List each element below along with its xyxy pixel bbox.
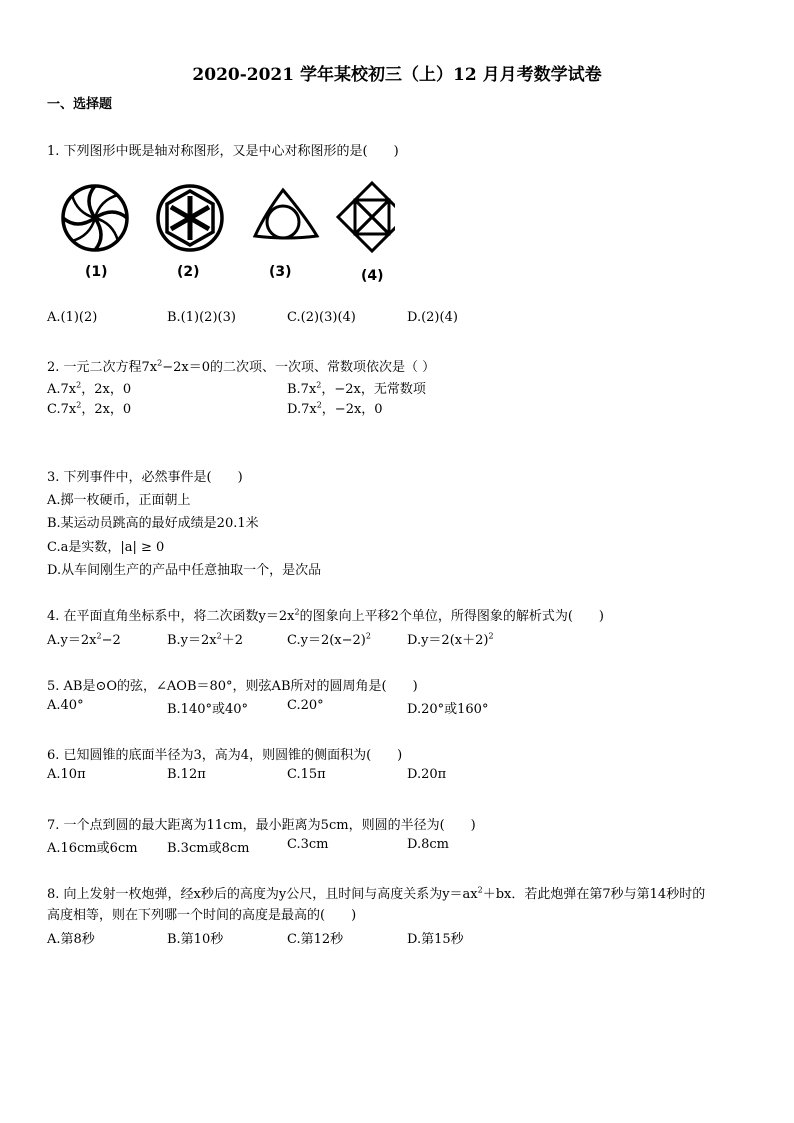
q7-option-a[interactable]: A.16cm或6cm [47,841,138,856]
figure-4-star [338,183,395,251]
question-8-stem-line2: 高度相等，则在下列哪一个时间的高度是最高的( ) [47,908,357,923]
q2-option-b[interactable]: $B.7x^2$，−2x，无常数项 [287,380,426,397]
question-6-stem: 6. 已知圆锥的底面半径为3，高为4，则圆锥的侧面积为( ) [47,748,403,763]
figure-1-pinwheel [63,186,127,250]
q8-option-b[interactable]: B.第10秒 [167,932,224,947]
question-8-stem-line1: 8. 向上发射一枚炮弹，经x秒后的高度为y公尺，且时间与高度关系为$y=ax^2+bx$．若此炮弹在第7秒与第14秒时的 [47,885,706,902]
q6-option-c[interactable]: C.15π [287,767,326,782]
q4-option-b[interactable]: $B.y=2x^2+2$ [167,631,244,648]
question-3-stem: 3. 下列事件中，必然事件是( ) [47,470,243,485]
q7-option-c[interactable]: C.3cm [287,837,329,852]
q4-option-a[interactable]: $A.y=2x^2-2$ [47,631,121,648]
q4-option-d[interactable]: $D.y=2(x+2)^2$ [407,631,494,648]
q5-option-a[interactable]: A.40° [47,698,84,713]
q3-option-b[interactable]: B.某运动员跳高的最好成绩是20.1米 [47,516,259,531]
q8-option-a[interactable]: A.第8秒 [47,932,95,947]
q2-option-c[interactable]: $C.7x^2$，2x，0 [47,400,132,417]
q6-option-a[interactable]: A.10π [47,767,86,782]
q5-option-c[interactable]: C.20° [287,698,324,713]
q5-option-d[interactable]: D.20°或160° [407,702,489,717]
figure-label-1: (1) [85,264,108,280]
q3-option-c[interactable]: C.a是实数，|a| ≥ 0 [47,540,165,555]
question-2-stem: 2. 一元二次方程$7x^2-2x=0$的二次项、一次项、常数项依次是（ ） [47,358,436,375]
figure-label-4: (4) [361,268,384,284]
question-4-stem: 4. 在平面直角坐标系中，将二次函数$y=2x^2$的图象向上平移2个单位，所得图象的解析式为( ) [47,607,604,624]
figure-3-triquetra [255,190,317,238]
q7-option-b[interactable]: B.3cm或8cm [167,841,250,856]
q3-option-d[interactable]: D.从车间刚生产的产品中任意抽取一个，是次品 [47,563,322,578]
q8-option-d[interactable]: D.第15秒 [407,932,464,947]
question-1-figures [55,178,395,293]
page-title: 2020-2021 学年某校初三（上）12 月月考数学试卷 [192,65,602,85]
question-7-stem: 7. 一个点到圆的最大距离为11cm，最小距离为5cm，则圆的半径为( ) [47,818,476,833]
question-5-stem: 5. AB是⊙O的弦，∠AOB＝80°，则弦AB所对的圆周角是( ) [47,679,418,694]
q1-option-d[interactable]: D.(2)(4) [407,310,458,325]
q4-option-c[interactable]: $C.y=2(x-2)^2$ [287,631,371,648]
q6-option-b[interactable]: B.12π [167,767,206,782]
figure-2-hexagram [158,186,222,250]
figure-label-3: (3) [269,264,292,280]
q1-option-a[interactable]: A.(1)(2) [47,310,98,325]
figure-label-2: (2) [177,264,200,280]
q6-option-d[interactable]: D.20π [407,767,447,782]
q8-option-c[interactable]: C.第12秒 [287,932,344,947]
q1-option-b[interactable]: B.(1)(2)(3) [167,310,236,325]
q1-option-c[interactable]: C.(2)(3)(4) [287,310,356,325]
q2-option-d[interactable]: $D.7x^2$，−2x，0 [287,400,383,417]
q2-option-a[interactable]: $A.7x^2$，2x，0 [47,380,132,397]
section-heading: 一、选择题 [47,97,113,112]
q7-option-d[interactable]: D.8cm [407,837,449,852]
q5-option-b[interactable]: B.140°或40° [167,702,249,717]
question-1-stem: 1. 下列图形中既是轴对称图形，又是中心对称图形的是( ) [47,144,399,159]
q3-option-a[interactable]: A.掷一枚硬币，正面朝上 [47,493,191,508]
